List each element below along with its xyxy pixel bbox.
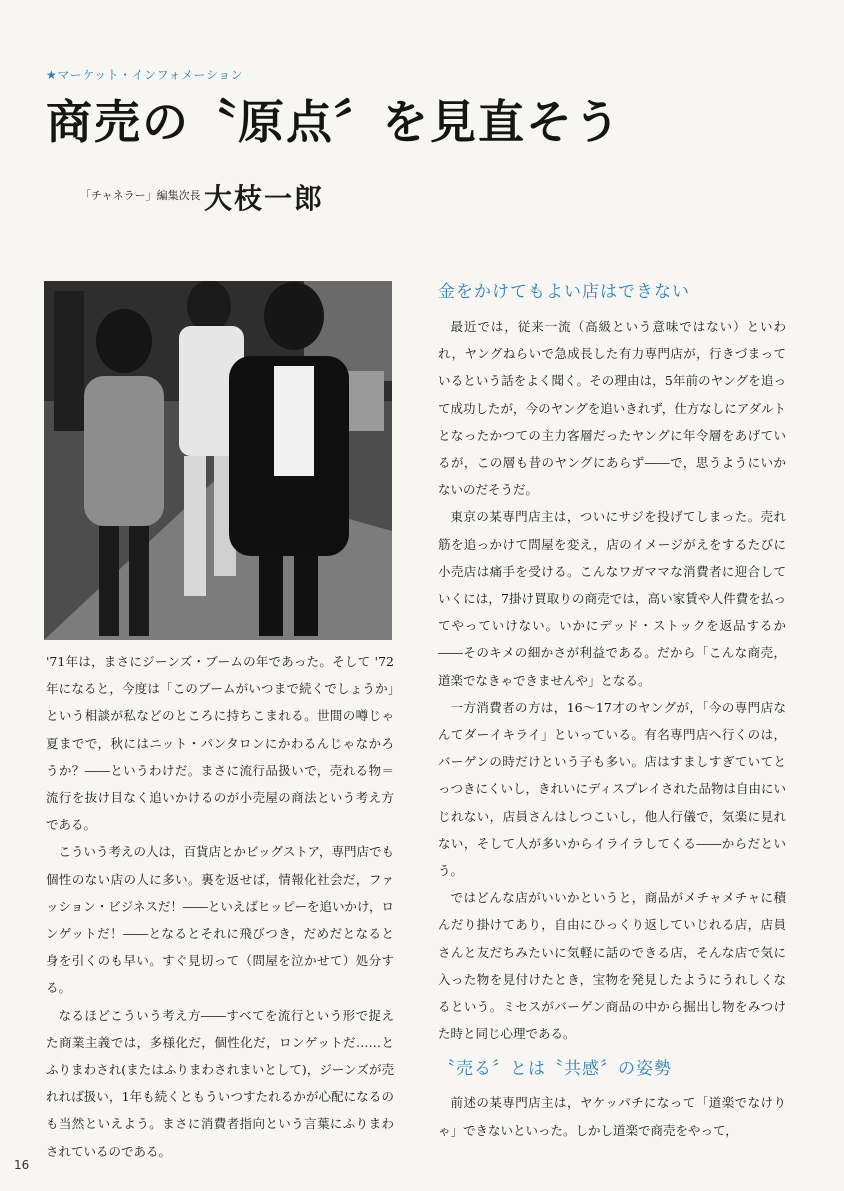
street-photo <box>44 281 392 640</box>
section-heading: 〝売る〞とは〝共感〞の姿勢 <box>438 1059 672 1080</box>
byline-author: 大枝一郎 <box>204 182 325 215</box>
article-column-left <box>46 648 394 1165</box>
paragraph: '71年は，まさにジーンズ・ブームの年であった。そして '72年になると，今度は「このブームがいつまで続くでしょうか」という相談が私などのところに持ちこまれる。世間の噂じゃ夏までで，秋にはニット・パンタロンにかわるんじゃなかろうか？――というわけだ。まさに流行品扱いで，売れる物＝流行を抜け目なく追いかけるのが小売屋の商法という考え方である。 <box>46 654 394 833</box>
street-photo-illustration <box>44 281 392 640</box>
paragraph: こういう考えの人は，百貨店とかビッグストア，専門店でも個性のない店の人に多い。裏を返せば，情報化社会だ，ファッション・ビジネスだ！――といえばヒッピーを追いかけ，ロンゲットだ！――となるとそれに飛びつき，だめだとなると身を引くのも早い。すぐ見切って（問屋を泣かせて）処分する。 <box>46 844 395 996</box>
article-title: 商売の〝原点〞を見直そう <box>46 95 622 149</box>
paragraph: 一方消費者の方は，16～17才のヤングが，「今の専門店なんてダーイキライ」といっている。有名専門店へ行くのは，バーゲンの時だけという子も多い。店はすましすぎていてとっつきにくいし，きれいにディスプレイされた品物は自由にいじれない，店員さんはしつこいし，他人行儀で，気楽に見れない，そして人が多いからイライラしてくる――からだという。 <box>438 699 786 879</box>
section-heading: 金をかけてもよい店はできない <box>438 282 690 302</box>
paragraph: 最近では，従来一流（高級という意味ではない）といわれ，ヤングねらいで急成長した有力専門店が，行きづまっているという話をよく聞く。その理由は，5年前のヤングを追って成功したが，今のヤングを追いきれず，仕方なしにアダルトとなったかつての主力客層だったヤングに年令層をあげているが，この層も昔のヤングにあらず――で，思うようにいかないのだそうだ。 <box>438 319 786 498</box>
page-number: 16 <box>14 1158 30 1172</box>
article-column-right <box>438 313 786 1144</box>
paragraph: なるほどこういう考え方――すべてを流行という形で捉えた商業主義では，多様化だ，個性化だ，ロンゲットだ……とふりまわされ(またはふりまわされまいとして)，ジーンズが売れれば扱い，1年も続くともういつすたれるかが心配になるのも当然といえよう。まさに消費者指向という言葉にふりまわされているのである。 <box>46 1007 394 1159</box>
byline-role: 「チャネラー」編集次長 <box>80 189 201 202</box>
section-kicker: ★マーケット・インフォメーション <box>46 68 244 82</box>
paragraph: 東京の某専門店主は，ついにサジを投げてしまった。売れ筋を追っかけて問屋を変え，店のイメージがえをするたびに小売店は痛手を受ける。こんなワガママな消費者に迎合していくには，7掛け買取りの商売では，高い家賃や人件費を払ってやっていけない。いかにデッド・ストックを返品するか――そのキメの細かさが利益である。だから「こんな商売，道楽でなきゃできませんや」となる。 <box>438 509 786 688</box>
paragraph: 前述の某専門店主は，ヤケッパチになって「道楽でなけりゃ」できないといった。しかし道楽で商売をやって， <box>438 1095 786 1138</box>
paragraph: ではどんな店がいいかというと，商品がメチャメチャに積んだり掛けてあり，自由にひっくり返していじれる店，店員さんと友だちみたいに気軽に話のできる店，そんな店で気に入った物を見付けたとき，宝物を発見したようにうれしくなるという。ミセスがバーゲン商品の中から掘出し物をみつけた時と同じ心理である。 <box>438 890 786 1042</box>
